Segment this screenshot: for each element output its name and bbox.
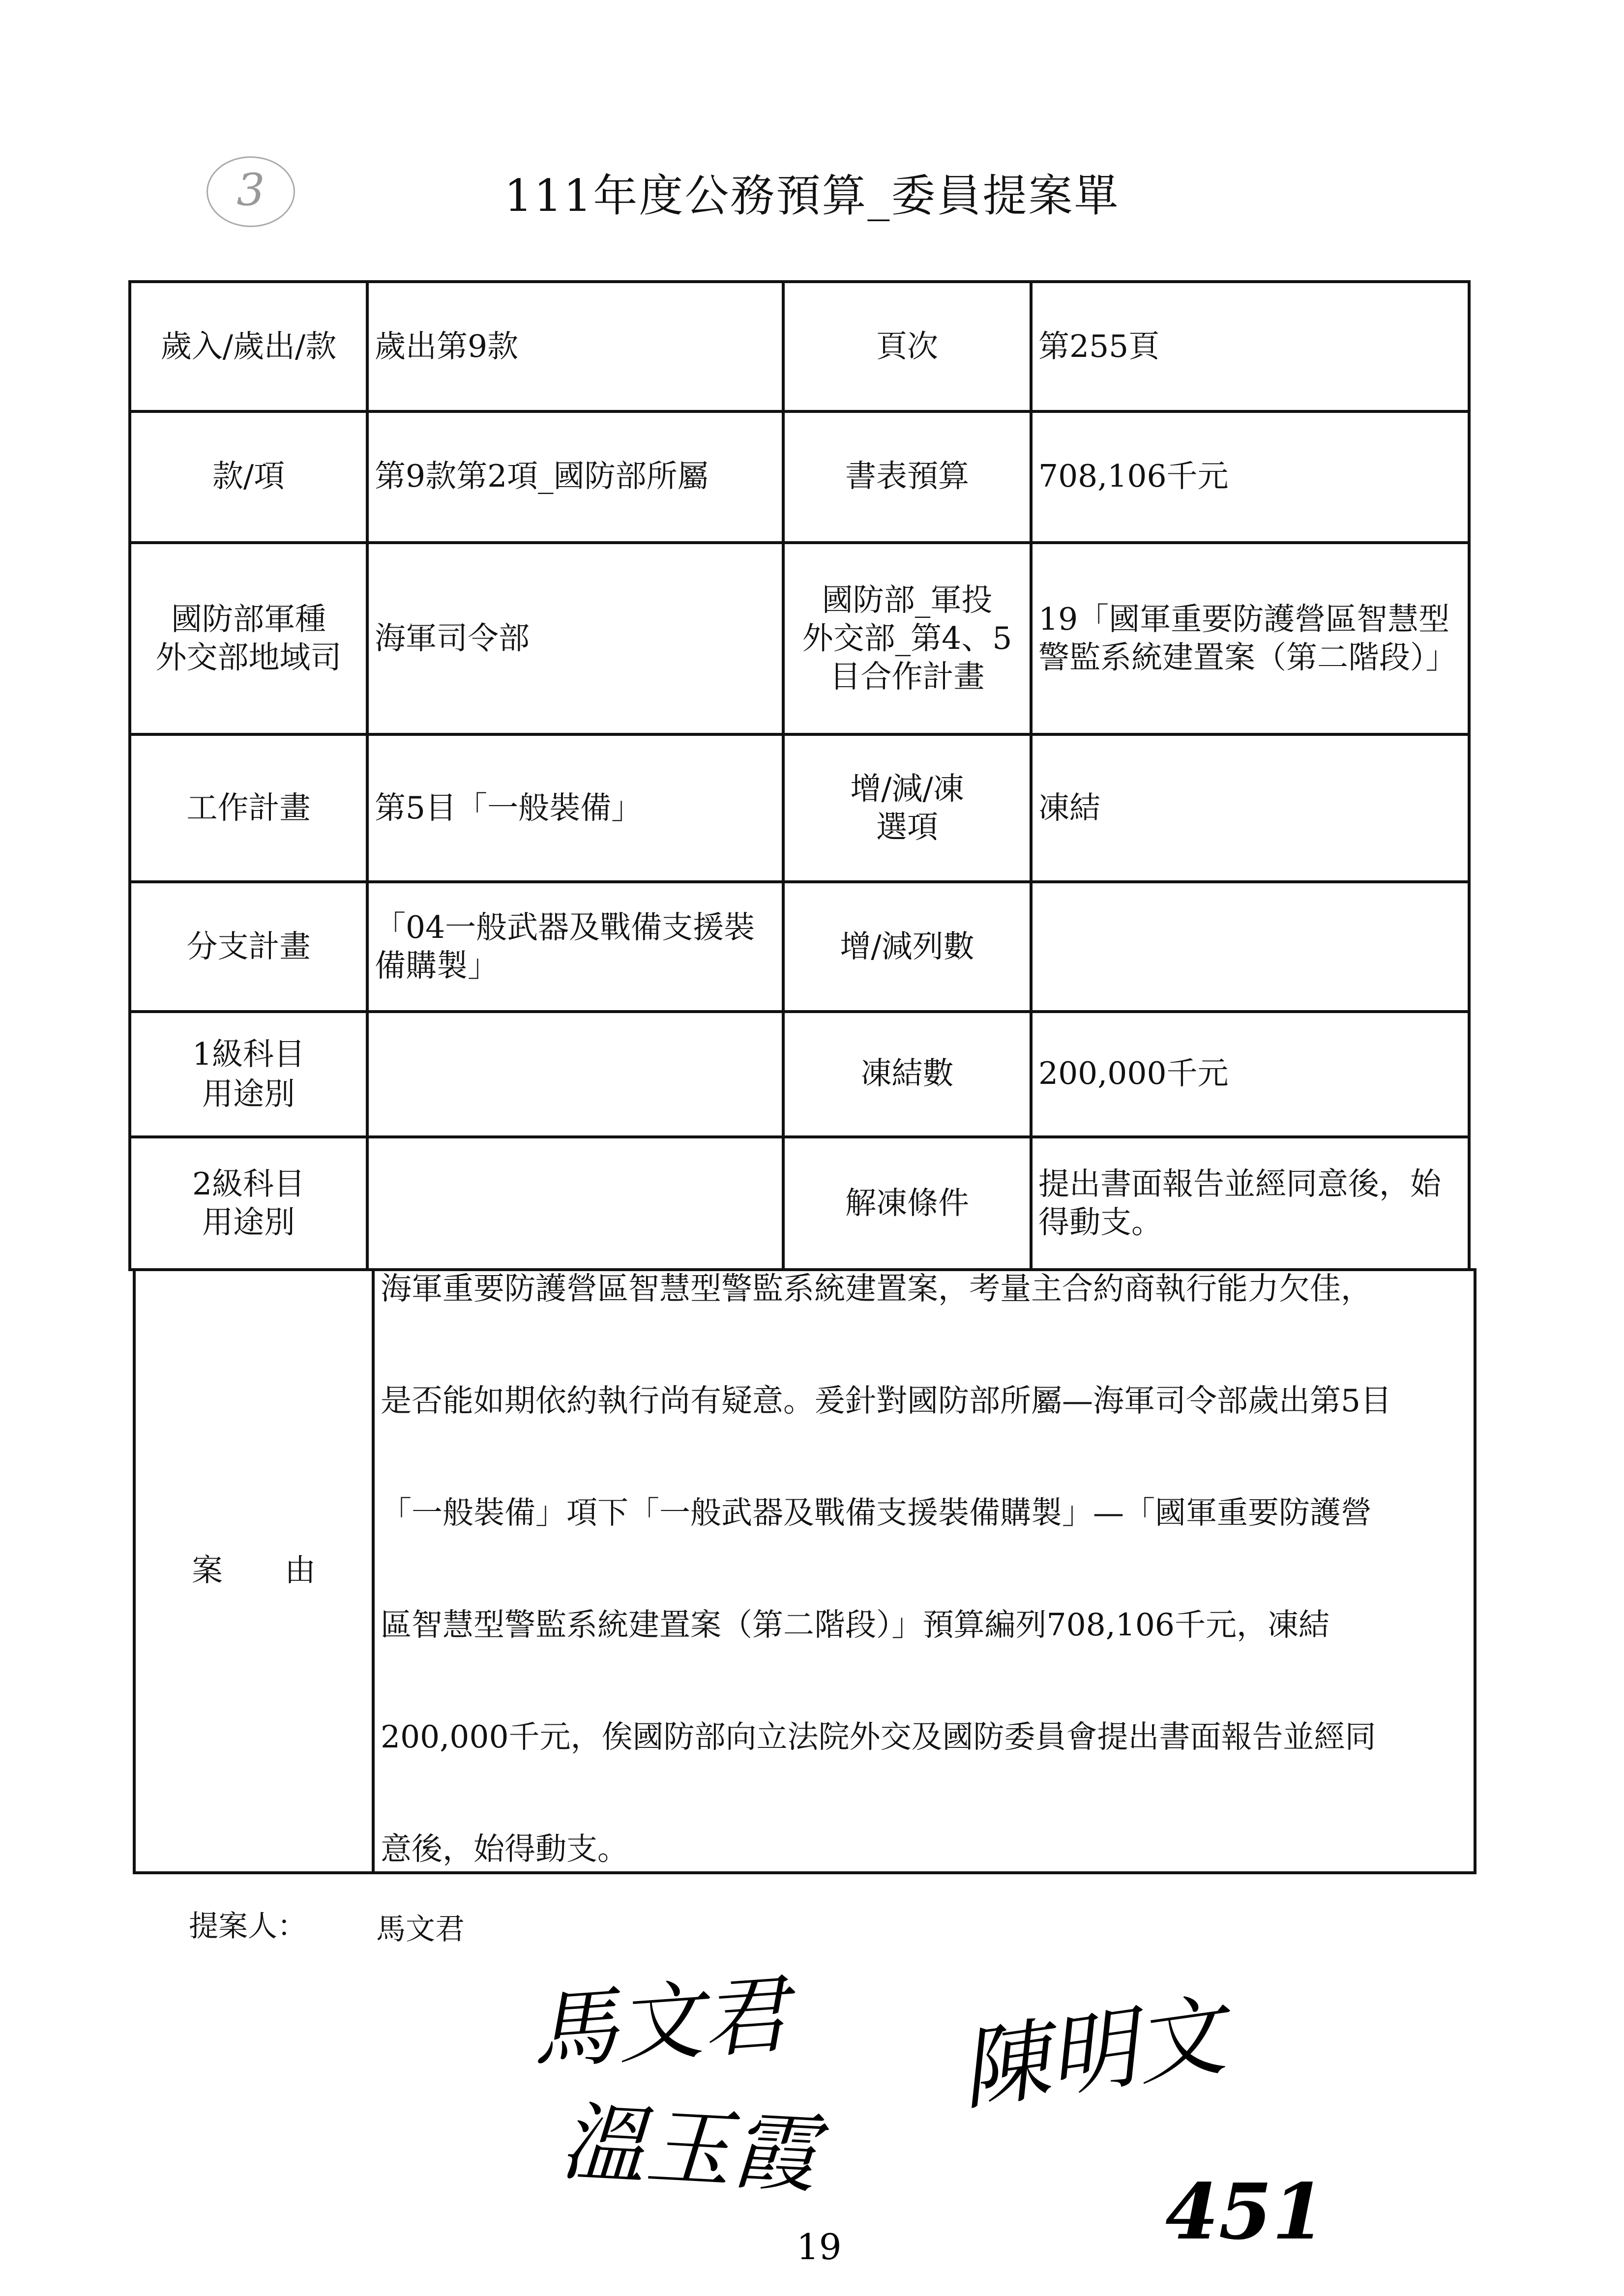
value-plan: 19「國軍重要防護營區智慧型警監系統建置案（第二階段）」 [1030,541,1471,736]
reason-line: 意後，始得動支。 [381,1831,628,1867]
value-work-plan: 第5目「一般裝備」 [366,733,785,883]
signature: 馬文君 [528,1964,792,2082]
value-page: 第255頁 [1030,280,1471,413]
value-budget: 708,106千元 [1030,410,1471,544]
value-unfreeze-condition: 提出書面報告並經同意後，始得動支。 [1030,1135,1471,1271]
label-category: 歲入/歲出/款 [128,280,369,413]
label-change-amount: 增/減列數 [782,880,1033,1013]
label-reason: 案 由 [133,1268,375,1874]
handwritten-number: 451 [1165,2168,1326,2258]
reason-line: 區智慧型警監系統建置案（第二階段）」預算編列708,106千元，凍結 [381,1607,1330,1643]
label-frozen-amount: 凍結數 [782,1010,1033,1138]
signature: 陳明文 [954,1984,1232,2124]
signature: 溫玉霞 [558,2092,820,2206]
reason-text [372,1268,1476,1874]
label-level2: 2級科目 用途別 [128,1135,369,1271]
value-frozen-amount: 200,000千元 [1030,1010,1471,1138]
proposer-name: 馬文君 [376,1911,465,1947]
value-option: 凍結 [1030,733,1471,883]
value-change-amount [1030,880,1471,1013]
page-mark: 3 [207,156,295,227]
label-sub-plan: 分支計畫 [128,880,369,1013]
label-unfreeze-condition: 解凍條件 [782,1135,1033,1271]
label-option: 增/減/凍 選項 [782,733,1033,883]
page-title: 111年度公務預算_委員提案單 [504,171,1120,223]
label-work-plan: 工作計畫 [128,733,369,883]
proposer-label: 提案人： [189,1908,307,1944]
reason-line: 200,000千元，俟國防部向立法院外交及國防委員會提出書面報告並經同 [381,1719,1376,1755]
value-sub-plan: 「04一般武器及戰備支援裝備購製」 [366,880,785,1013]
value-item: 第9款第2項_國防部所屬 [366,410,785,544]
label-budget: 書表預算 [782,410,1033,544]
handwritten-page-number: 19 [797,2227,842,2268]
reason-line: 是否能如期依約執行尚有疑意。爰針對國防部所屬—海軍司令部歲出第5目 [381,1383,1392,1419]
value-category: 歲出第9款 [366,280,785,413]
value-level1 [366,1010,785,1138]
label-page: 頁次 [782,280,1033,413]
label-branch: 國防部軍種 外交部地域司 [128,541,369,736]
value-branch: 海軍司令部 [366,541,785,736]
label-item: 款/項 [128,410,369,544]
reason-line: 「一般裝備」項下「一般武器及戰備支援裝備購製」—「國軍重要防護營 [381,1495,1372,1531]
reason-line: 海軍重要防護營區智慧型警監系統建置案，考量主合約商執行能力欠佳， [381,1271,1372,1307]
label-plan: 國防部_軍投 外交部_第4、5 目合作計畫 [782,541,1033,736]
label-level1: 1級科目 用途別 [128,1010,369,1138]
